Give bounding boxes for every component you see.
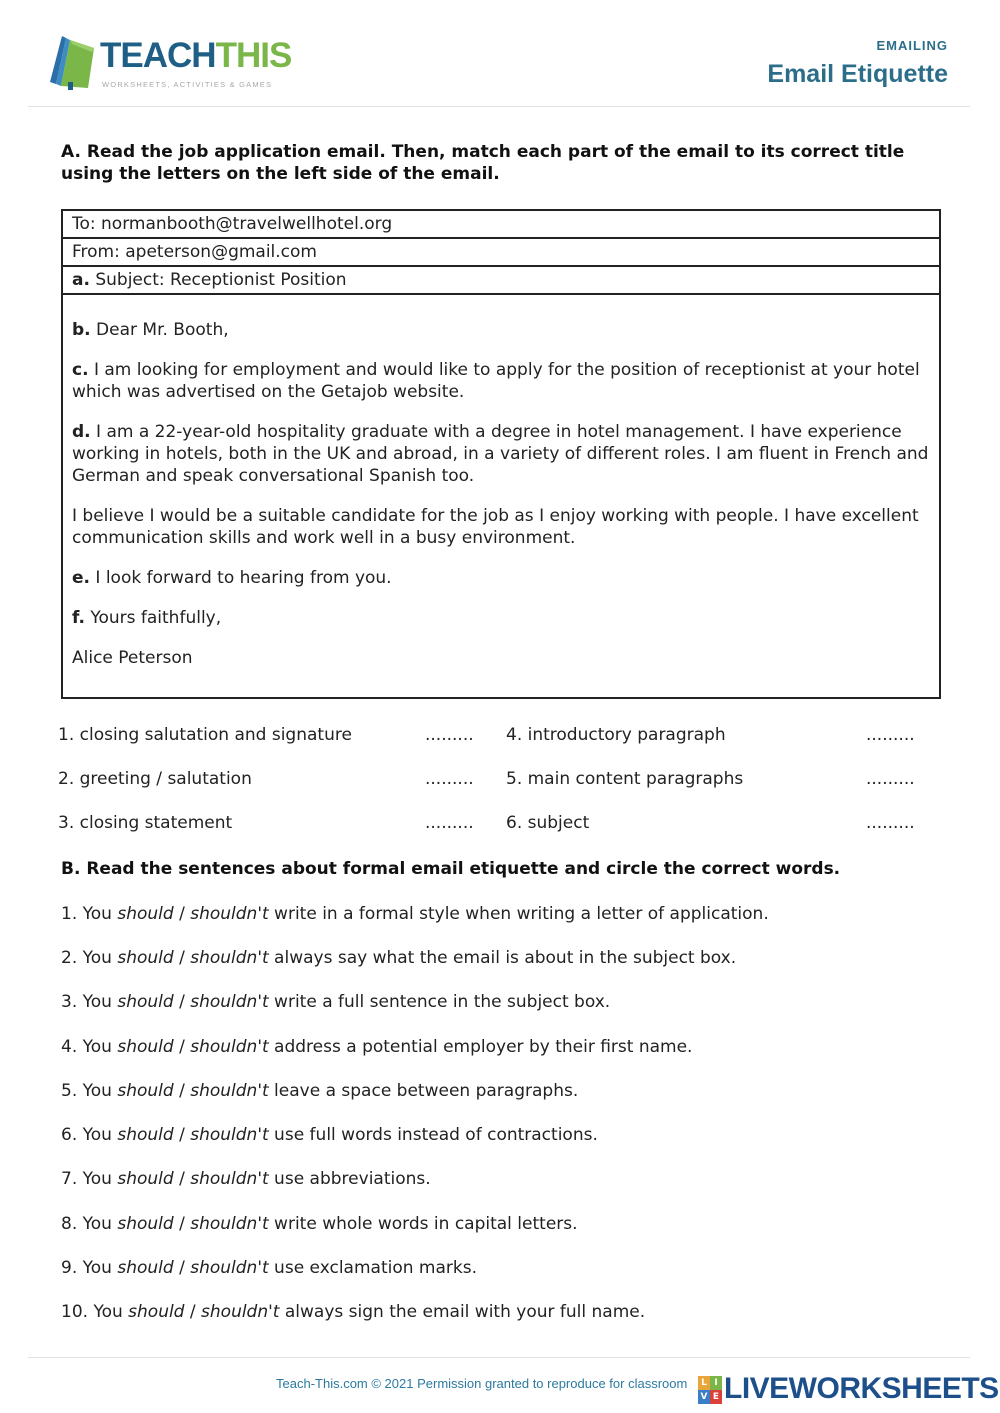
- category-label: EMAILING: [876, 38, 948, 53]
- book-icon: [48, 34, 96, 90]
- email-paragraph: e. I look forward to hearing from you.: [72, 568, 392, 588]
- teach-this-logo: [48, 32, 298, 94]
- live-badge-icon: L I V E: [698, 1376, 722, 1404]
- matching-item: 6. subject: [506, 813, 590, 833]
- option-should[interactable]: should: [117, 1081, 174, 1101]
- answer-blank[interactable]: .........: [425, 769, 474, 789]
- matching-item: 1. closing salutation and signature: [58, 725, 352, 745]
- header-divider: [28, 106, 970, 107]
- option-shouldnt[interactable]: shouldn't: [190, 992, 269, 1012]
- email-signature: Alice Peterson: [72, 648, 193, 668]
- option-should[interactable]: should: [117, 1125, 174, 1145]
- matching-item: 5. main content paragraphs: [506, 769, 744, 789]
- liveworksheets-wordmark: LIVEWORKSHEETS: [724, 1372, 999, 1405]
- sentence-item: 2. You should / shouldn't always say what the email is about in the subject box.: [61, 948, 737, 968]
- matching-item: 4. introductory paragraph: [506, 725, 726, 745]
- page-title: Email Etiquette: [767, 60, 948, 88]
- email-paragraph: f. Yours faithfully,: [72, 608, 222, 628]
- matching-item: 2. greeting / salutation: [58, 769, 252, 789]
- option-should[interactable]: should: [117, 1258, 174, 1278]
- option-should[interactable]: should: [117, 1037, 174, 1057]
- email-subject: a. Subject: Receptionist Position: [63, 267, 939, 295]
- sentence-item: 3. You should / shouldn't write a full sentence in the subject box.: [61, 992, 611, 1012]
- option-shouldnt[interactable]: shouldn't: [190, 1214, 269, 1234]
- sentence-item: 7. You should / shouldn't use abbreviations.: [61, 1169, 431, 1189]
- email-paragraph: d. I am a 22-year-old hospitality graduate with a degree in hotel management. I have experience working in hotels, both in the UK and abroad, in a variety of different roles. I am fluent in French and German and speak conversational Spanish too.: [72, 422, 929, 486]
- answer-blank[interactable]: .........: [866, 769, 915, 789]
- email-paragraph: b. Dear Mr. Booth,: [72, 320, 229, 340]
- option-should[interactable]: should: [128, 1302, 185, 1322]
- option-should[interactable]: should: [117, 948, 174, 968]
- email-body: [63, 295, 939, 669]
- copyright-text: Teach-This.com © 2021 Permission granted to reproduce for classroom: [276, 1376, 688, 1391]
- option-shouldnt[interactable]: shouldn't: [201, 1302, 280, 1322]
- page-header: [0, 0, 1000, 108]
- sentence-item: 1. You should / shouldn't write in a formal style when writing a letter of application.: [61, 904, 769, 924]
- option-shouldnt[interactable]: shouldn't: [190, 1037, 269, 1057]
- matching-item: 3. closing statement: [58, 813, 233, 833]
- matching-row: [58, 769, 938, 813]
- option-should[interactable]: should: [117, 904, 174, 924]
- option-should[interactable]: should: [117, 992, 174, 1012]
- logo-tagline: WORKSHEETS, ACTIVITIES & GAMES: [102, 80, 273, 89]
- section-b-instruction: B. Read the sentences about formal email etiquette and circle the correct words.: [61, 859, 841, 879]
- email-to: To: normanbooth@travelwellhotel.org: [63, 211, 939, 239]
- sentence-item: 10. You should / shouldn't always sign the email with your full name.: [61, 1302, 646, 1322]
- option-should[interactable]: should: [117, 1169, 174, 1189]
- logo-wordmark: TEACHTHIS: [100, 36, 292, 75]
- sentence-item: 5. You should / shouldn't leave a space between paragraphs.: [61, 1081, 579, 1101]
- option-shouldnt[interactable]: shouldn't: [190, 1258, 269, 1278]
- answer-blank[interactable]: .........: [866, 725, 915, 745]
- sentence-item: 4. You should / shouldn't address a potential employer by their first name.: [61, 1037, 693, 1057]
- footer-divider: [28, 1357, 970, 1358]
- option-should[interactable]: should: [117, 1214, 174, 1234]
- option-shouldnt[interactable]: shouldn't: [190, 904, 269, 924]
- option-shouldnt[interactable]: shouldn't: [190, 1081, 269, 1101]
- option-shouldnt[interactable]: shouldn't: [190, 1125, 269, 1145]
- answer-blank[interactable]: .........: [866, 813, 915, 833]
- email-paragraph: I believe I would be a suitable candidate for the job as I enjoy working with people. I have excellent communication skills and work well in a busy environment.: [72, 506, 919, 548]
- matching-row: [58, 725, 938, 769]
- email-paragraph: c. I am looking for employment and would like to apply for the position of receptionist at your hotel which was advertised on the Getajob website.: [72, 360, 920, 402]
- answer-blank[interactable]: .........: [425, 725, 474, 745]
- matching-row: [58, 813, 938, 857]
- sentence-item: 9. You should / shouldn't use exclamation marks.: [61, 1258, 477, 1278]
- sentence-item: 6. You should / shouldn't use full words instead of contractions.: [61, 1125, 598, 1145]
- matching-list: [58, 725, 938, 857]
- answer-blank[interactable]: .........: [425, 813, 474, 833]
- option-shouldnt[interactable]: shouldn't: [190, 948, 269, 968]
- section-a-instruction: A. Read the job application email. Then, match each part of the email to its correct title using the letters on the left side of the email.: [61, 142, 905, 184]
- option-shouldnt[interactable]: shouldn't: [190, 1169, 269, 1189]
- email-from: From: apeterson@gmail.com: [63, 239, 939, 267]
- sentence-item: 8. You should / shouldn't write whole words in capital letters.: [61, 1214, 578, 1234]
- email-box: [61, 209, 941, 699]
